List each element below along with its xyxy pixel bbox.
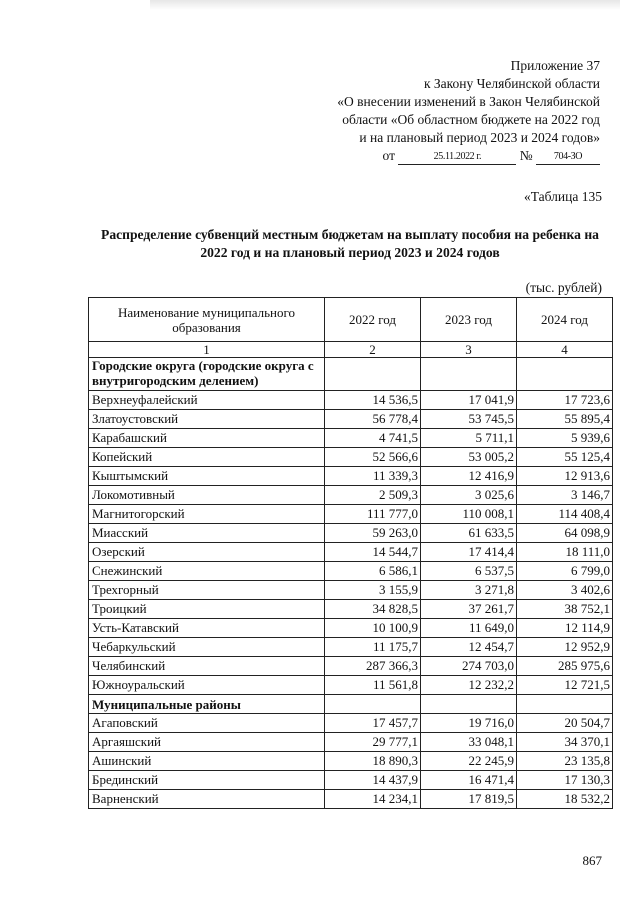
- value-2024: 34 370,1: [517, 733, 613, 752]
- column-number: 3: [421, 342, 517, 358]
- table-row: [89, 467, 613, 486]
- value-2023: 61 633,5: [421, 524, 517, 543]
- appendix-header: [270, 57, 600, 166]
- section-row-city-districts: [89, 358, 613, 391]
- value-2024: 18 532,2: [517, 790, 613, 809]
- municipality-name: Златоустовский: [89, 410, 325, 429]
- header-municipality: Наименование муниципального образования: [89, 298, 325, 342]
- empty-cell: [517, 358, 613, 391]
- value-2022: 56 778,4: [325, 410, 421, 429]
- value-2024: 285 975,6: [517, 657, 613, 676]
- municipality-name: Озерский: [89, 543, 325, 562]
- value-2024: 114 408,4: [517, 505, 613, 524]
- law-date: 25.11.2022 г.: [398, 150, 516, 165]
- table-row: [89, 410, 613, 429]
- section-row-municipal-districts: [89, 695, 613, 714]
- header-2024: 2024 год: [517, 298, 613, 342]
- section-title: Городские округа (городские округа с внутригородским делением): [89, 358, 325, 391]
- section-title: Муниципальные районы: [89, 695, 325, 714]
- header-2023: 2023 год: [421, 298, 517, 342]
- table-row: [89, 638, 613, 657]
- value-2022: 11 175,7: [325, 638, 421, 657]
- table-row: [89, 562, 613, 581]
- value-2022: 11 561,8: [325, 676, 421, 695]
- municipality-name: Южноуральский: [89, 676, 325, 695]
- table-row: [89, 771, 613, 790]
- value-2024: 6 799,0: [517, 562, 613, 581]
- value-2023: 274 703,0: [421, 657, 517, 676]
- column-number: 4: [517, 342, 613, 358]
- municipality-name: Троицкий: [89, 600, 325, 619]
- table-row: [89, 505, 613, 524]
- value-2022: 14 536,5: [325, 391, 421, 410]
- value-2022: 3 155,9: [325, 581, 421, 600]
- table-body: [89, 358, 613, 391]
- value-2023: 17 414,4: [421, 543, 517, 562]
- value-2022: 18 890,3: [325, 752, 421, 771]
- table-row: [89, 391, 613, 410]
- value-2023: 17 819,5: [421, 790, 517, 809]
- value-2022: 29 777,1: [325, 733, 421, 752]
- municipality-name: Трехгорный: [89, 581, 325, 600]
- value-2022: 11 339,3: [325, 467, 421, 486]
- table-row: [89, 486, 613, 505]
- value-2024: 38 752,1: [517, 600, 613, 619]
- value-2024: 20 504,7: [517, 714, 613, 733]
- appendix-line: к Закону Челябинской области: [423, 76, 600, 91]
- column-number: 1: [89, 342, 325, 358]
- empty-cell: [325, 358, 421, 391]
- municipality-name: Кыштымский: [89, 467, 325, 486]
- table-row: [89, 448, 613, 467]
- law-date-number-line: [270, 147, 600, 166]
- municipality-name: Ашинский: [89, 752, 325, 771]
- value-2023: 110 008,1: [421, 505, 517, 524]
- value-2024: 12 952,9: [517, 638, 613, 657]
- value-2024: 17 723,6: [517, 391, 613, 410]
- value-2022: 4 741,5: [325, 429, 421, 448]
- municipality-name: Магнитогорский: [89, 505, 325, 524]
- municipality-name: Челябинский: [89, 657, 325, 676]
- municipality-name: Карабашский: [89, 429, 325, 448]
- value-2023: 17 041,9: [421, 391, 517, 410]
- value-2022: 111 777,0: [325, 505, 421, 524]
- empty-cell: [421, 358, 517, 391]
- appendix-line: области «Об областном бюджете на 2022 год: [342, 112, 600, 127]
- scan-shadow: [150, 0, 620, 10]
- value-2024: 55 895,4: [517, 410, 613, 429]
- value-2023: 12 454,7: [421, 638, 517, 657]
- municipality-name: Миасский: [89, 524, 325, 543]
- value-2023: 19 716,0: [421, 714, 517, 733]
- value-2023: 16 471,4: [421, 771, 517, 790]
- value-2024: 23 135,8: [517, 752, 613, 771]
- column-number: 2: [325, 342, 421, 358]
- value-2023: 12 416,9: [421, 467, 517, 486]
- table-row: [89, 600, 613, 619]
- value-2023: 37 261,7: [421, 600, 517, 619]
- value-2024: 12 913,6: [517, 467, 613, 486]
- document-title: Распределение субвенций местным бюджетам на выплату пособия на ребенка на 2022 год и на плановый период 2023 и 2024 годов: [101, 227, 599, 260]
- table-row: [89, 657, 613, 676]
- appendix-line: «О внесении изменений в Закон Челябинской: [337, 94, 600, 109]
- law-number: 704-ЗО: [536, 150, 600, 165]
- municipality-name: Снежинский: [89, 562, 325, 581]
- district-section-body: [89, 695, 613, 714]
- value-2023: 22 245,9: [421, 752, 517, 771]
- municipality-name: Чебаркульский: [89, 638, 325, 657]
- value-2022: 14 437,9: [325, 771, 421, 790]
- municipality-name: Брединский: [89, 771, 325, 790]
- value-2022: 34 828,5: [325, 600, 421, 619]
- page-number: 867: [582, 853, 602, 868]
- municipal-districts-body: [89, 714, 613, 809]
- table-header-row: [89, 298, 613, 342]
- empty-cell: [325, 695, 421, 714]
- value-2023: 53 005,2: [421, 448, 517, 467]
- table-row: [89, 581, 613, 600]
- from-label: от: [382, 148, 395, 163]
- table-row: [89, 524, 613, 543]
- table-row: [89, 714, 613, 733]
- table-row: [89, 752, 613, 771]
- value-2022: 287 366,3: [325, 657, 421, 676]
- municipality-name: Усть-Катавский: [89, 619, 325, 638]
- municipality-name: Локомотивный: [89, 486, 325, 505]
- value-2023: 6 537,5: [421, 562, 517, 581]
- column-number-row: [89, 342, 613, 358]
- value-2024: 18 111,0: [517, 543, 613, 562]
- value-2022: 10 100,9: [325, 619, 421, 638]
- municipality-name: Варненский: [89, 790, 325, 809]
- appendix-line: и на плановый период 2023 и 2024 годов»: [359, 130, 600, 145]
- value-2024: 55 125,4: [517, 448, 613, 467]
- value-2024: 5 939,6: [517, 429, 613, 448]
- value-2023: 33 048,1: [421, 733, 517, 752]
- table-row: [89, 676, 613, 695]
- table-row: [89, 733, 613, 752]
- value-2023: 5 711,1: [421, 429, 517, 448]
- units-label: (тыс. рублей): [525, 280, 602, 295]
- value-2022: 14 234,1: [325, 790, 421, 809]
- municipality-name: Аргаяшский: [89, 733, 325, 752]
- municipality-name: Копейский: [89, 448, 325, 467]
- value-2024: 3 146,7: [517, 486, 613, 505]
- value-2024: 3 402,6: [517, 581, 613, 600]
- value-2022: 14 544,7: [325, 543, 421, 562]
- municipality-name: Агаповский: [89, 714, 325, 733]
- number-label: №: [519, 148, 533, 163]
- empty-cell: [517, 695, 613, 714]
- value-2023: 3 025,6: [421, 486, 517, 505]
- table-row: [89, 619, 613, 638]
- value-2022: 6 586,1: [325, 562, 421, 581]
- value-2022: 17 457,7: [325, 714, 421, 733]
- city-districts-body: [89, 391, 613, 695]
- municipality-name: Верхнеуфалейский: [89, 391, 325, 410]
- value-2022: 52 566,6: [325, 448, 421, 467]
- value-2023: 12 232,2: [421, 676, 517, 695]
- table-row: [89, 543, 613, 562]
- table-caption: «Таблица 135: [524, 189, 602, 204]
- value-2024: 64 098,9: [517, 524, 613, 543]
- empty-cell: [421, 695, 517, 714]
- table-row: [89, 790, 613, 809]
- value-2023: 3 271,8: [421, 581, 517, 600]
- subvention-table: [88, 297, 613, 809]
- appendix-line: Приложение 37: [510, 58, 600, 73]
- value-2024: 17 130,3: [517, 771, 613, 790]
- header-2022: 2022 год: [325, 298, 421, 342]
- value-2024: 12 721,5: [517, 676, 613, 695]
- value-2023: 11 649,0: [421, 619, 517, 638]
- value-2023: 53 745,5: [421, 410, 517, 429]
- value-2024: 12 114,9: [517, 619, 613, 638]
- value-2022: 2 509,3: [325, 486, 421, 505]
- table-row: [89, 429, 613, 448]
- value-2022: 59 263,0: [325, 524, 421, 543]
